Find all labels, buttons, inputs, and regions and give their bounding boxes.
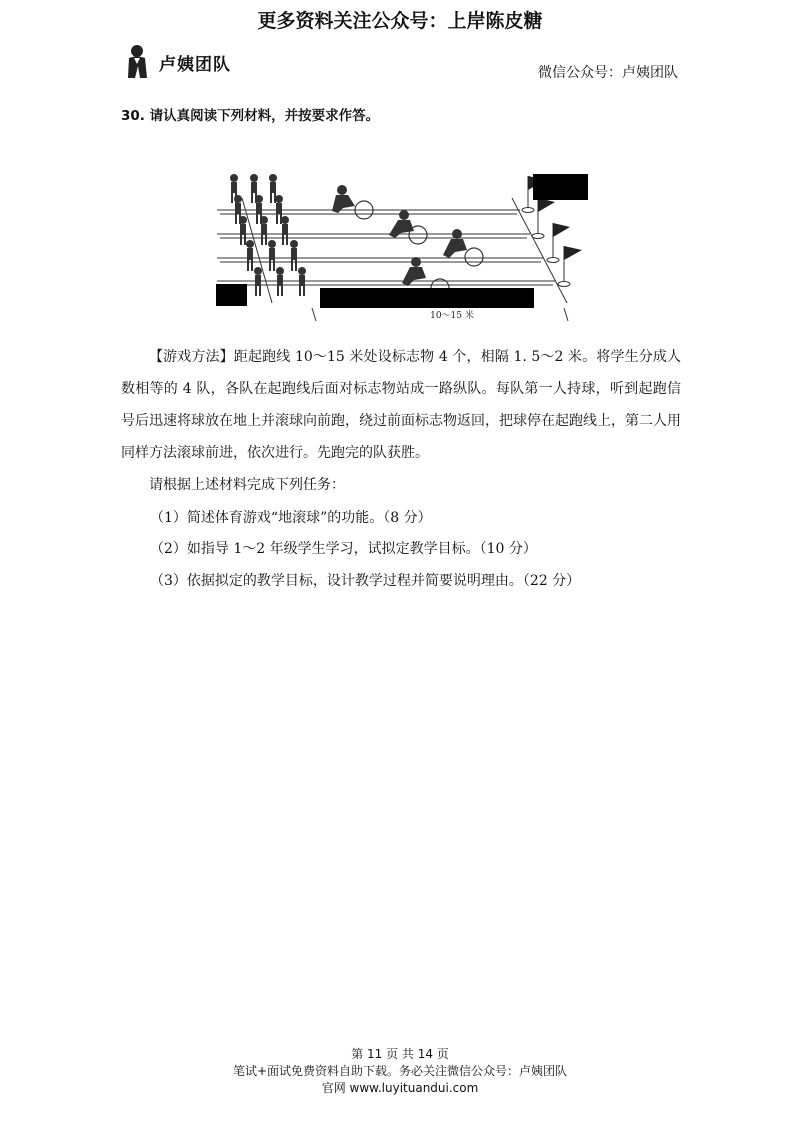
game-method-paragraph: 【游戏方法】距起跑线 10～15 米处设标志物 4 个，相隔 1. 5～2 米。将学生分成人数相等的 4 队，各队在起跑线后面对标志物站成一路纵队。每队第一人持球，听到起跑信号后迅速将球放在地上并滚球向前跑，绕过前面标志物返回，把球停在起跑线上，第二人用同样方法滚球前进，依次进行。先跑完的队获胜。 <box>121 349 681 461</box>
brand-logo <box>123 44 231 80</box>
person-logo-icon <box>123 44 153 80</box>
top-banner: 更多资料关注公众号：上岸陈皮糖 <box>257 10 543 32</box>
rolling-ball-game-illustration <box>212 168 598 326</box>
instruction-text: 请根据上述材料完成下列任务： <box>149 477 345 493</box>
website-link[interactable]: 官网 www.luyituandui.com <box>321 1081 479 1095</box>
page-number: 第 11 页 共 14 页 <box>351 1047 449 1061</box>
question-title: 30. 请认真阅读下列材料，并按要求作答。 <box>121 108 380 124</box>
logo-text: 卢姨团队 <box>159 54 231 75</box>
task-item-3: （3）依据拟定的教学目标，设计教学过程并简要说明理由。（22 分） <box>150 573 581 589</box>
task-item-2: （2）如指导 1～2 年级学生学习，试拟定教学目标。（10 分） <box>150 541 537 557</box>
wechat-account: 微信公众号：卢姨团队 <box>538 65 678 81</box>
distance-label: 10～15 米 <box>430 311 474 321</box>
task-item-1: （1）简述体育游戏“地滚球”的功能。（8 分） <box>150 510 432 526</box>
download-notice: 笔试+面试免费资料自助下载。务必关注微信公众号：卢姨团队 <box>232 1064 568 1078</box>
